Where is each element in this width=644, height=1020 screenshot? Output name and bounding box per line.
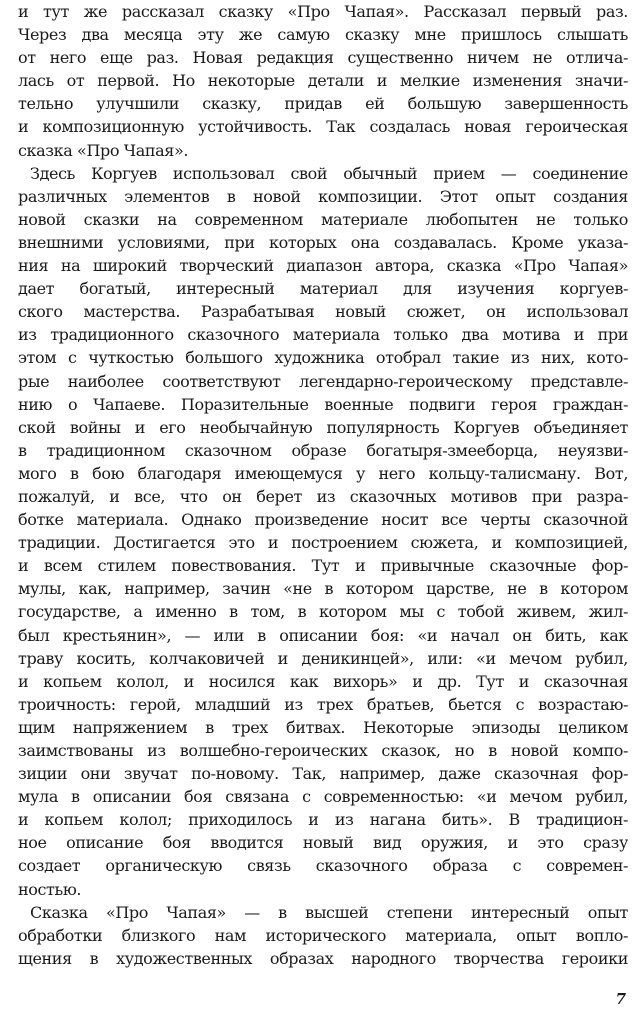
paragraph-3: [18, 901, 628, 970]
text-line: тельно улучшили сказку, придав ей большую завершенность: [18, 94, 628, 114]
page-number: 7: [615, 990, 626, 1008]
paragraph-2: [18, 162, 628, 901]
text-line: нию о Чапаеве. Поразительные военные подвиги героя граждан-: [18, 394, 628, 414]
text-line: из традиционного сказочного материала только два мотива и при: [18, 325, 628, 345]
text-line: от него еще раз. Новая редакция существенно ничем не отлича-: [18, 48, 628, 68]
text-line: и копьем колол; приходилось и из нагана бить». В традицион-: [18, 810, 628, 830]
text-line: внешними условиями, при которых она создавалась. Кроме указа-: [18, 232, 628, 252]
text-line: щения в художественных образах народного творчества героики: [18, 948, 628, 968]
text-line: государстве, а именно в том, в котором мы с тобой живем, жил-: [18, 602, 628, 622]
text-line: траву косить, колчаковичей и деникинцей», или: «и мечом рубил,: [18, 648, 628, 668]
text-line: и тут же рассказал сказку «Про Чапая». Рассказал первый раз.: [18, 2, 628, 21]
text-line: ского мастерства. Разрабатывая новый сюжет, он использовал: [18, 302, 628, 322]
text-line: был крестьянин», — или в описании боя: «и начал он бить, как: [18, 625, 628, 645]
text-line: Через два месяца эту же самую сказку мне пришлось слышать: [18, 25, 628, 45]
text-line: пожалуй, и все, что он берет из сказочных мотивов при разра-: [18, 486, 628, 506]
text-line: создает органическую связь сказочного образа с современ-: [18, 856, 628, 876]
text-line: в традиционном сказочном образе богатыря-змееборца, неуязви-: [18, 440, 628, 460]
text-line: ностью.: [18, 879, 82, 899]
paragraph-1: [18, 0, 628, 162]
text-line: ской войны и его необычайную популярность Коргуев объединяет: [18, 417, 628, 437]
text-line: лась от первой. Но некоторые детали и мелкие изменения значи-: [18, 71, 628, 91]
text-line: и композиционную устойчивость. Так создалась новая героическая: [18, 117, 628, 137]
text-line: рые наиболее соответствуют легендарно-героическому представле-: [18, 371, 628, 391]
text-line: обработки близкого нам исторического материала, опыт вопло-: [18, 925, 628, 945]
text-line: зиции они звучат по-новому. Так, например, даже сказочная фор-: [18, 764, 628, 784]
text-line: ное описание боя вводится новый вид оружия, и это сразу: [18, 833, 628, 853]
text-line: новой сказки на современном материале любопытен не только: [18, 209, 628, 229]
text-line: ния на широкий творческий диапазон автора, сказка «Про Чапая»: [18, 256, 628, 276]
text-line: сказка «Про Чапая».: [18, 140, 189, 160]
text-line: этом с чуткостью большого художника отобрал такие из них, кото-: [18, 348, 628, 368]
text-line: и всем стилем повествования. Тут и привычные сказочные фор-: [18, 556, 628, 576]
text-line: мого в бою благодаря имеющемуся у него кольцу-талисману. Вот,: [18, 463, 628, 483]
text-line: мулы, как, например, зачин «не в котором царстве, не в котором: [18, 579, 628, 599]
text-line: Здесь Коргуев использовал свой обычный прием — соединение: [30, 163, 628, 183]
text-line: различных элементов в новой композиции. Этот опыт создания: [18, 186, 628, 206]
text-line: Сказка «Про Чапая» — в высшей степени интересный опыт: [30, 902, 628, 922]
text-line: и копьем колол, и носился как вихорь» и др. Тут и сказочная: [18, 671, 628, 691]
text-line: заимствованы из волшебно-героических сказок, но в новой компо-: [18, 741, 628, 760]
text-line: ботке материала. Однако произведение носит все черты сказочной: [18, 510, 628, 530]
text-line: традиции. Достигается это и построением сюжета, и композицией,: [18, 533, 628, 553]
text-line: дает богатый, интересный материал для изучения коргуев-: [18, 279, 628, 299]
text-line: мула в описании боя связана с современностью: «и мечом рубил,: [18, 787, 628, 807]
text-line: троичность: герой, младший из трех братьев, бьется с возрастаю-: [18, 694, 628, 714]
text-line: щим напряжением в трех битвах. Некоторые эпизоды целиком: [18, 717, 628, 737]
page-text: [18, 0, 628, 1020]
